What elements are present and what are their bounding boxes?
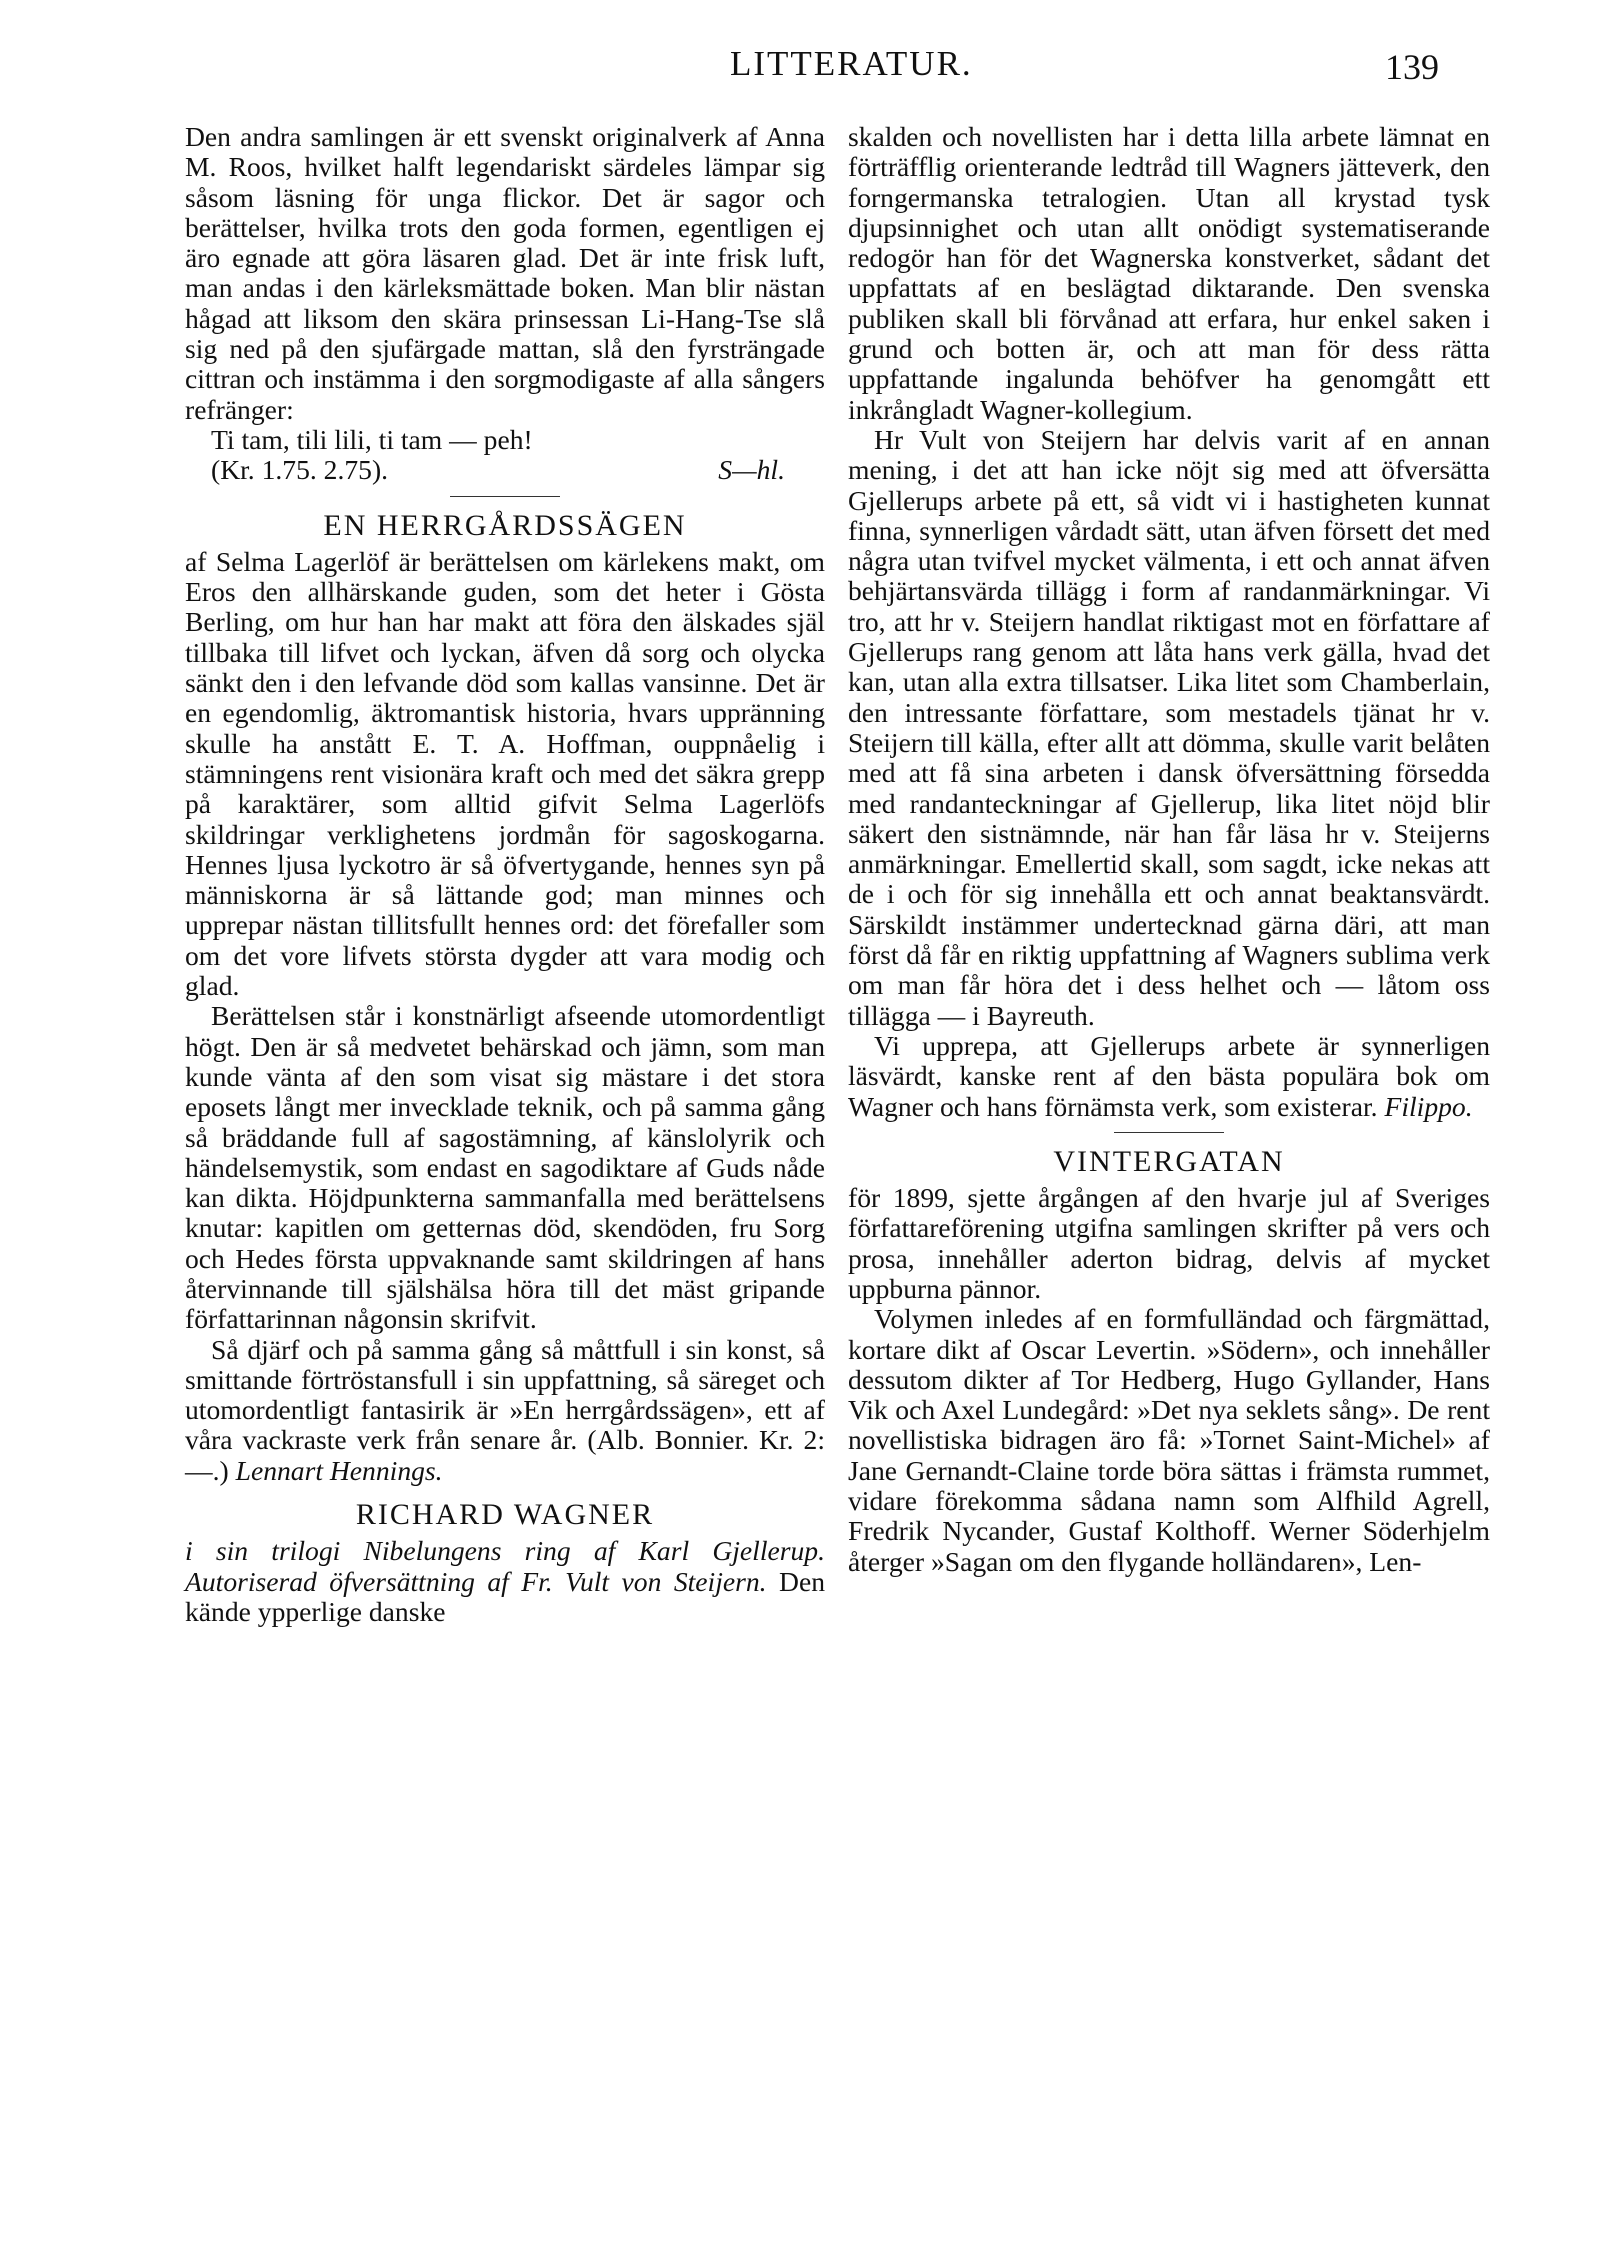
section-title-herrgardssagen: EN HERRGÅRDSSÄGEN xyxy=(323,508,687,542)
paragraph-vintergatan-1: för 1899, sjette årgången af den hvarje jul af Sveriges författareförening utgifna samlingen skrifter på vers och prosa, innehåller aderton bidrag, delvis af mycket uppburna pännor. xyxy=(848,1182,1490,1304)
paragraph-herrgardssagen-1: af Selma Lagerlöf är berättelsen om kärlekens makt, om Eros den allhärskande guden, som det heter i Gösta Berling, om hur han har makt att föra den älskades själ tillbaka till lifvet och lyckan, äfven då sorg och olycka sänkt den i den lefvande död som kallas vansinne. Det är en egendomlig, äktromantisk historia, hvars uppränning skulle ha anstått E. T. A. Hoffman, ouppnåelig i stämningens rent visionära kraft och med det säkra grepp på karaktärer, som alltid gifvit Selma Lagerlöfs skildringar verklighetens jordmån för sagoskogarna. Hennes ljusa lyckotro är så öfvertygande, hennes syn på människorna är så lättande god; man minnes och upprepar nästan tillitsfullt hennes ord: det förefaller som om det vore lifvets största dygder att vara modig och glad. xyxy=(185,545,825,1002)
paragraph-wagner-continued: skalden och novellisten har i detta lilla arbete lämnat en förträfflig orienterande ledtråd till Wagners jätteverk, den forngermanska tetralogien. Utan all krystad tysk djupsinnighet och utan allt onödigt systematiserande redogör han för det Wagnerska konstverket, sådant det uppfattats af en beslägtad diktarande. Den svenska publiken skall bli förvånad att erfara, hur enkel saken i grund och botten är, och att man för dess rätta uppfattande ingalunda behöfver ha genomgått ett inkrångladt Wagner-kollegium. xyxy=(848,121,1490,425)
section-title-vintergatan: VINTERGATAN xyxy=(1053,1144,1285,1178)
section-title-wagner: RICHARD WAGNER xyxy=(355,1498,655,1532)
page-number: 139 xyxy=(1385,47,1439,87)
price-signature-line xyxy=(185,455,825,485)
paragraph-vult-von-steijern: Hr Vult von Steijern har delvis varit af en annan mening, i det att han icke nöjt sig med att öfversätta Gjellerups arbete på ett, så vidt vi i hastigheten kunnat finna, synnerligen vårdadt sätt, utan äfven försett det med några utan tvifvel mycket välmenta, i ett och annat äfven behjärtansvärda tillägg i form af randanmärkningar. Vi tro, att hr v. Steijern handlat riktigast mot en författare af Gjellerups rang genom att låta hans verk gälla, hvad det kan, utan alla extra tillsatser. Lika litet som Chamberlain, den intressante författare, som mestadels tjänat hr v. Steijern till källa, efter allt att dömma, skulle varit belåten med att få sina arbeten i dansk öfversättning försedda med randanteckningar af Gjellerup, lika litet nöjd blir säkert den sistnämnde, när han får läsa hr v. Steijerns anmärkningar. Emellertid skall, som sagdt, icke nekas att de i och för sig innehålla ett och annat beaktansvärdt. Särskildt instämmer undertecknad gärna däri, att man först då får en riktig uppfattning af Wagners sublima verk om man får höra det i dess helhet och — låtom oss tillägga — i Bayreuth. xyxy=(848,423,1490,1031)
signature-shl: S—hl. xyxy=(718,454,785,486)
paragraph-vintergatan-2: Volymen inledes af en formfulländad och färgmättad, kortare dikt af Oscar Levertin. »Södern», och innehåller dessutom dikter af Tor Hedberg, Hugo Gyllander, Hans Vik och Axel Lundegård: »Det nya seklets sång». De rent novellistiska bidragen äro få: »Tornet Saint-Michel» af Jane Gernandt-Claine torde böra sättas i främsta rummet, vidare förekomma sådana namn som Alfhild Agrell, Fredrik Nycander, Gustaf Kolthoff. Werner Söderhjelm återger »Sagan om den flygande holländaren», Len- xyxy=(848,1303,1490,1577)
price: (Kr. 1.75. 2.75). xyxy=(211,454,389,486)
paragraph-herrgardssagen-3-text: Så djärf och på samma gång så måttfull i sin konst, så smittande förtröstansfull i sin uppfattning, så säreget och utomordentligt fantasirik är »En herrgårdssägen», ett af våra vackraste verk från senare år. (Alb. Bonnier. Kr. 2: —.) xyxy=(185,1333,825,1486)
section-divider xyxy=(1114,1132,1224,1133)
paragraph-wagner-intro xyxy=(185,1536,825,1627)
wagner-conclusion-text: Vi upprepa, att Gjellerups arbete är synnerligen läsvärdt, kanske rent af den bästa populära bok om Wagner och hans förnämsta verk, som existerar. xyxy=(848,1029,1490,1122)
paragraph-herrgardssagen-3 xyxy=(185,1335,825,1486)
signature-filippo: Filippo. xyxy=(1384,1090,1473,1122)
verse-line: Ti tam, tili lili, ti tam — peh! xyxy=(211,423,533,455)
paragraph-herrgardssagen-2: Berättelsen står i konstnärligt afseende utomordentligt högt. Den är så medvetet behärskad och jämn, som man kunde vänta af den som visat sig mästare i det stora eposets långt mer invecklade teknik, och på samma gång så bräddande full af sagostämning, af känslolyrik och händelsemystik, som endast en sagodiktare af Guds nåde kan dikta. Höjdpunkterna sammanfalla med berättelsens knutar: kapitlen om getternas död, skendöden, fru Sorg och Hedes första uppvaknande samt skildringen af hans återvinnande till själshälsa höra till det mäst gripande författarinnan någonsin skrifvit. xyxy=(185,1000,825,1335)
running-title: LITTERATUR. xyxy=(730,44,973,83)
paragraph-samlingen: Den andra samlingen är ett svenskt originalverk af Anna M. Roos, hvilket halft legendariskt särdeles lämpar sig såsom läsning för unga flickor. Det är sagor och berättelser, hvilka trots den goda formen, egentligen ej äro egnade att göra läsaren glad. Det är inte frisk luft, man andas i den kärleksmättade boken. Man blir nästan hågad att liksom den skära prinsessan Li-Hang-Tse slå sig ned på den sjufärgade mattan, slå den fyrsträngade cittran och instämma i den sorgmodigaste af alla sångers refränger: xyxy=(185,121,825,425)
section-divider xyxy=(450,496,560,497)
right-column xyxy=(848,122,1490,1577)
signature-lennart-hennings: Lennart Hennings. xyxy=(235,1454,443,1486)
paragraph-wagner-conclusion xyxy=(848,1031,1490,1122)
left-column xyxy=(185,122,825,1627)
wagner-intro-text: Den kände ypperlige danske xyxy=(185,1565,825,1627)
wagner-book-title: i sin trilogi Nibelungens ring af Karl Gjellerup. Autoriserad öfversättning af Fr. Vult von Steijern. xyxy=(185,1535,825,1597)
